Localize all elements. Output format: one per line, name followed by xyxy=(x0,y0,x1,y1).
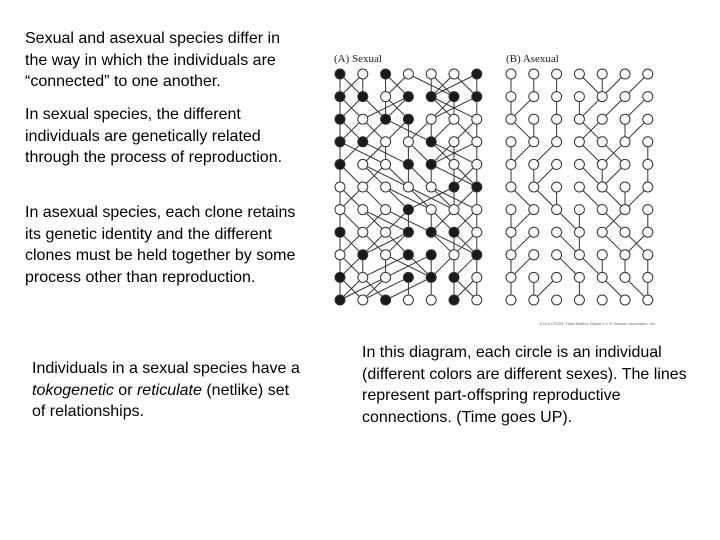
clone-individual xyxy=(597,114,607,124)
female-individual xyxy=(358,272,368,282)
clone-individual xyxy=(574,137,584,147)
paragraph-tokogenetic xyxy=(32,358,302,423)
clone-individual xyxy=(574,182,584,192)
female-individual xyxy=(403,69,413,79)
panel-b-label: (B) Asexual xyxy=(506,53,559,65)
clone-individual xyxy=(529,272,539,282)
clone-individual xyxy=(620,159,630,169)
clone-individual xyxy=(506,272,516,282)
clone-individual xyxy=(597,92,607,102)
clone-individual xyxy=(643,114,653,124)
female-individual xyxy=(381,205,391,215)
male-individual xyxy=(335,227,345,237)
term-tokogenetic: tokogenetic xyxy=(32,381,114,399)
male-individual xyxy=(403,272,413,282)
clone-individual xyxy=(643,250,653,260)
male-individual xyxy=(335,69,345,79)
clone-individual xyxy=(529,159,539,169)
clone-individual xyxy=(574,250,584,260)
paragraph-asexual-species: In asexual species, each clone retains its genetic identity and the different clones must be held together by some process other than reproduction. xyxy=(25,204,296,286)
male-individual xyxy=(335,159,345,169)
clone-individual xyxy=(506,69,516,79)
clone-individual xyxy=(574,227,584,237)
male-individual xyxy=(403,250,413,260)
female-individual xyxy=(403,295,413,305)
clone-individual xyxy=(620,69,630,79)
clone-individual xyxy=(643,92,653,102)
clone-individual xyxy=(574,114,584,124)
clone-individual xyxy=(506,182,516,192)
male-individual xyxy=(472,250,482,260)
female-individual xyxy=(426,114,436,124)
female-individual xyxy=(358,205,368,215)
female-individual xyxy=(426,69,436,79)
clone-individual xyxy=(529,69,539,79)
male-individual xyxy=(403,159,413,169)
clone-individual xyxy=(574,159,584,169)
female-individual xyxy=(449,205,459,215)
clone-individual xyxy=(506,114,516,124)
clone-individual xyxy=(620,137,630,147)
female-individual xyxy=(335,182,345,192)
clone-individual xyxy=(597,69,607,79)
male-individual xyxy=(358,250,368,260)
clone-individual xyxy=(529,137,539,147)
clone-individual xyxy=(529,205,539,215)
male-individual xyxy=(426,227,436,237)
female-individual xyxy=(449,250,459,260)
clone-individual xyxy=(620,182,630,192)
clone-individual xyxy=(597,205,607,215)
clone-individual xyxy=(597,272,607,282)
male-individual xyxy=(472,92,482,102)
clone-individual xyxy=(574,272,584,282)
female-individual xyxy=(358,295,368,305)
male-individual xyxy=(403,114,413,124)
clone-individual xyxy=(506,159,516,169)
clone-individual xyxy=(620,205,630,215)
male-individual xyxy=(381,114,391,124)
clone-individual xyxy=(620,272,630,282)
male-individual xyxy=(335,114,345,124)
clone-individual xyxy=(552,227,562,237)
female-individual xyxy=(449,159,459,169)
paragraph-sexual-species: In sexual species, the different individuals are genetically related through the process of reproduction. xyxy=(25,106,283,166)
clone-individual xyxy=(643,137,653,147)
clone-individual xyxy=(574,205,584,215)
clone-individual xyxy=(620,92,630,102)
clone-individual xyxy=(529,114,539,124)
clone-individual xyxy=(597,137,607,147)
paragraph-sexual-asexual-differ: Sexual and asexual species differ in the way in which the individuals are “connected” to one another. xyxy=(25,30,280,90)
clone-individual xyxy=(552,295,562,305)
female-individual xyxy=(381,250,391,260)
female-individual xyxy=(381,159,391,169)
female-individual xyxy=(426,182,436,192)
male-individual xyxy=(358,92,368,102)
clone-individual xyxy=(643,159,653,169)
clone-individual xyxy=(506,137,516,147)
female-individual xyxy=(381,182,391,192)
female-individual xyxy=(403,137,413,147)
clone-individual xyxy=(529,250,539,260)
female-individual xyxy=(472,272,482,282)
clone-individual xyxy=(574,295,584,305)
clone-individual xyxy=(552,182,562,192)
male-individual xyxy=(403,92,413,102)
clone-individual xyxy=(620,250,630,260)
female-individual xyxy=(426,205,436,215)
male-individual xyxy=(358,137,368,147)
term-reticulate: reticulate xyxy=(136,381,202,399)
female-individual xyxy=(403,182,413,192)
clone-individual xyxy=(620,227,630,237)
clone-individual xyxy=(552,137,562,147)
male-individual xyxy=(472,69,482,79)
male-individual xyxy=(426,159,436,169)
male-individual xyxy=(335,295,345,305)
panel-a-label: (A) Sexual xyxy=(334,53,382,65)
female-individual xyxy=(381,227,391,237)
clone-individual xyxy=(506,227,516,237)
clone-individual xyxy=(552,272,562,282)
clone-individual xyxy=(552,114,562,124)
female-individual xyxy=(335,250,345,260)
clone-individual xyxy=(597,227,607,237)
male-individual xyxy=(403,205,413,215)
clone-individual xyxy=(643,272,653,282)
male-individual xyxy=(426,250,436,260)
clone-individual xyxy=(552,205,562,215)
paragraph-diagram-explanation: In this diagram, each circle is an individual (different colors are different sexes). The lines represent part-offspring reproductive connections. (Time goes UP). xyxy=(362,344,687,426)
clone-individual xyxy=(643,205,653,215)
clone-individual xyxy=(643,227,653,237)
female-individual xyxy=(472,114,482,124)
male-individual xyxy=(381,69,391,79)
female-individual xyxy=(358,159,368,169)
male-individual xyxy=(335,272,345,282)
female-individual xyxy=(472,227,482,237)
clone-individual xyxy=(529,295,539,305)
female-individual xyxy=(381,92,391,102)
clone-individual xyxy=(643,295,653,305)
male-individual xyxy=(449,272,459,282)
clone-individual xyxy=(552,159,562,169)
female-individual xyxy=(381,137,391,147)
figure-credit: EVOLUTION, Third Edition, Figure 1.1 © Sinauer Associates, Inc. xyxy=(540,321,656,326)
male-individual xyxy=(426,137,436,147)
male-individual xyxy=(449,295,459,305)
clone-individual xyxy=(552,250,562,260)
clone-individual xyxy=(552,92,562,102)
clone-individual xyxy=(529,182,539,192)
male-individual xyxy=(449,182,459,192)
female-individual xyxy=(335,205,345,215)
p4-after: (netlike) set of relationships. xyxy=(32,381,290,420)
female-individual xyxy=(358,114,368,124)
female-individual xyxy=(358,182,368,192)
male-individual xyxy=(335,137,345,147)
female-individual xyxy=(426,295,436,305)
clone-individual xyxy=(506,205,516,215)
female-individual xyxy=(472,205,482,215)
clone-individual xyxy=(620,114,630,124)
male-individual xyxy=(426,272,436,282)
female-individual xyxy=(472,137,482,147)
clone-individual xyxy=(506,295,516,305)
clone-individual xyxy=(552,69,562,79)
genealogy-figure xyxy=(328,44,690,330)
male-individual xyxy=(426,92,436,102)
female-individual xyxy=(449,137,459,147)
clone-individual xyxy=(574,92,584,102)
clone-individual xyxy=(597,295,607,305)
female-individual xyxy=(449,69,459,79)
clone-individual xyxy=(506,92,516,102)
clone-individual xyxy=(529,227,539,237)
clone-individual xyxy=(597,159,607,169)
clone-individual xyxy=(643,182,653,192)
p4-middle: or xyxy=(113,381,137,399)
male-individual xyxy=(381,295,391,305)
female-individual xyxy=(472,295,482,305)
male-individual xyxy=(472,182,482,192)
female-individual xyxy=(358,69,368,79)
female-individual xyxy=(381,272,391,282)
clone-individual xyxy=(643,69,653,79)
male-individual xyxy=(449,92,459,102)
clone-individual xyxy=(574,69,584,79)
clone-individual xyxy=(597,250,607,260)
p4-before: Individuals in a sexual species have a xyxy=(32,360,300,377)
clone-individual xyxy=(529,92,539,102)
female-individual xyxy=(472,159,482,169)
male-individual xyxy=(403,227,413,237)
female-individual xyxy=(449,114,459,124)
clone-individual xyxy=(597,182,607,192)
clone-individual xyxy=(506,250,516,260)
clone-individual xyxy=(620,295,630,305)
male-individual xyxy=(335,92,345,102)
female-individual xyxy=(358,227,368,237)
sexual-individuals xyxy=(335,69,482,305)
male-individual xyxy=(449,227,459,237)
